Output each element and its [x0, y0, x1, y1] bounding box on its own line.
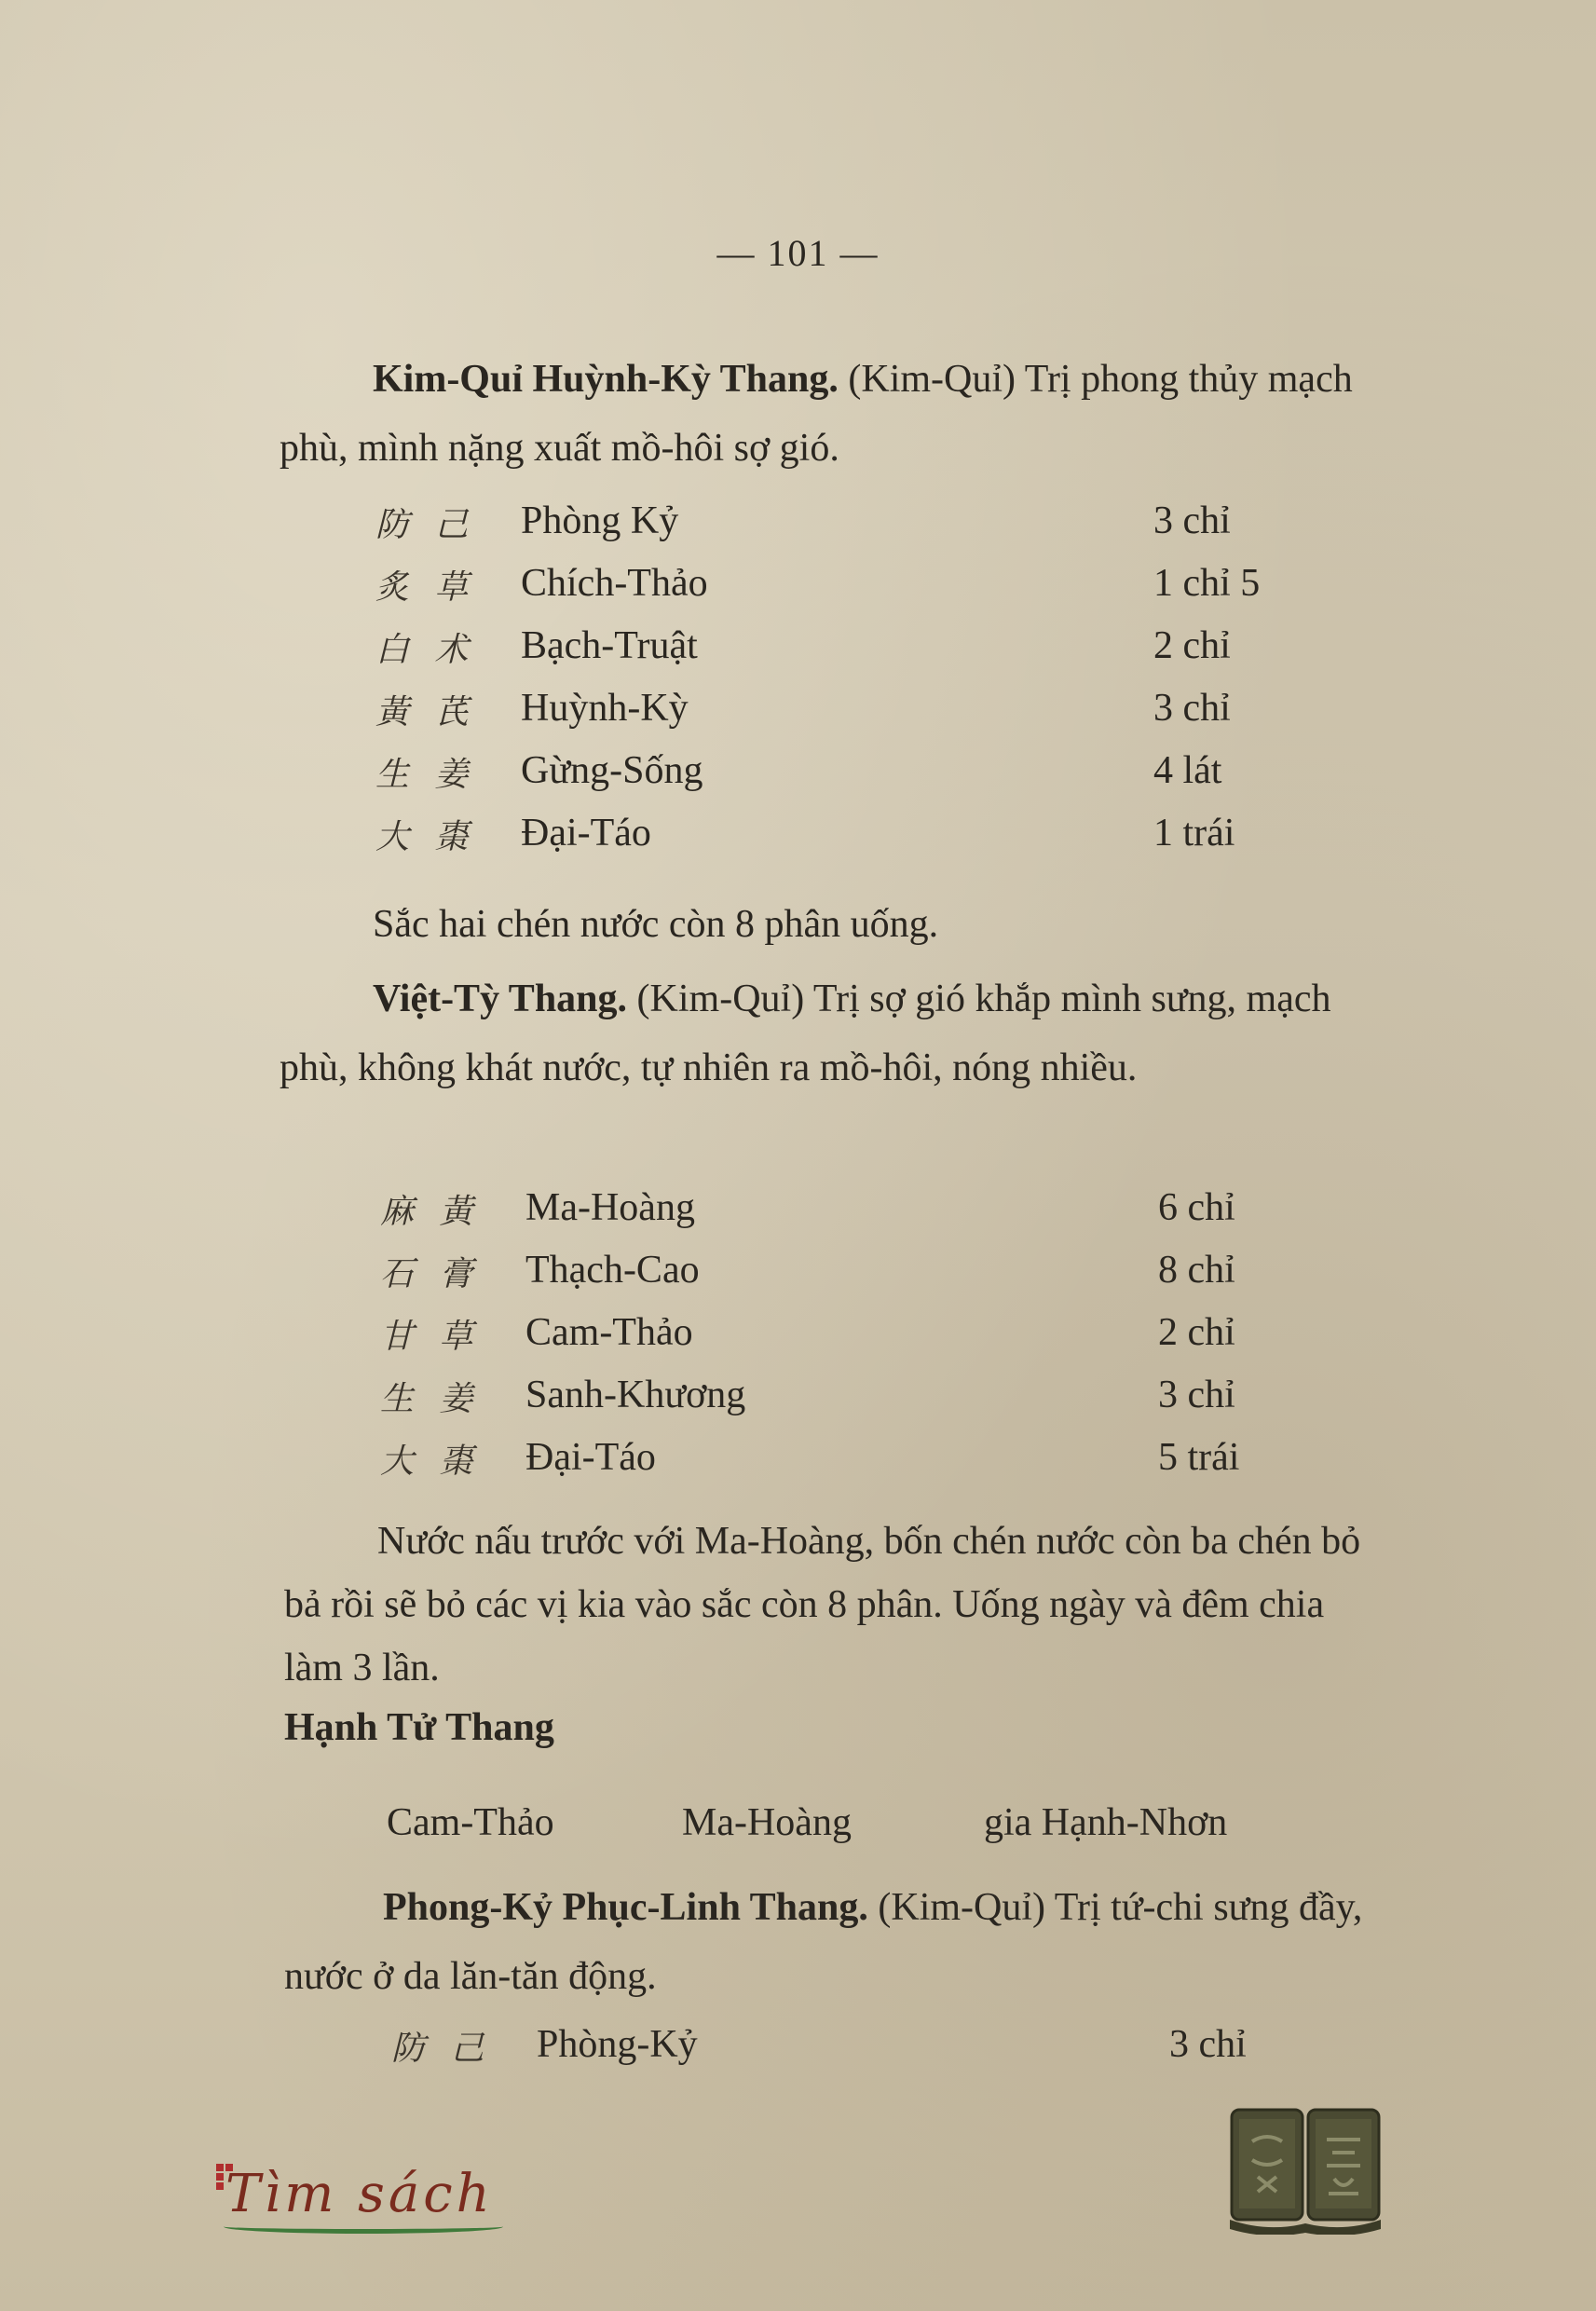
ingredient-quantity: 5 trái [1158, 1436, 1240, 1479]
ingredient-quantity: 2 chỉ [1158, 1311, 1235, 1354]
recipe-description: (Kim-Quỉ) Trị phong thủy mạch phù, mình nặng xuất mồ-hôi sợ gió. [280, 358, 1353, 470]
han-characters: 生 姜 [380, 1380, 481, 1418]
ingredient-name: Bạch-Truật [521, 624, 698, 667]
han-characters: 炙 草 [375, 568, 476, 607]
ingredient-row [375, 748, 1400, 804]
ingredient-row [380, 1373, 1405, 1429]
recipe-description: (Kim-Quỉ) Trị sợ gió khắp mình sưng, mạch phù, không khát nước, tự nhiên ra mồ-hôi, nóng nhiều. [280, 978, 1331, 1089]
ingredient-row [375, 686, 1400, 742]
recipe-title-hanh-tu: Hạnh Tử Thang [284, 1706, 554, 1749]
logo-text: Tìm sách [225, 2164, 494, 2224]
timsach-logo [214, 2162, 512, 2236]
ingredient-name: Phòng Kỷ [521, 499, 679, 542]
ingredient-name: Thạch-Cao [525, 1249, 700, 1292]
ingredient-name: Đại-Táo [521, 812, 651, 855]
han-characters: 大 棗 [380, 1443, 481, 1481]
ingredient-row [375, 811, 1400, 867]
recipe-title: Phong-Kỷ Phục-Linh Thang. [383, 1886, 868, 1929]
recipe-intro-kim-qui-huynh-ky [280, 345, 1365, 483]
han-characters: 防 己 [391, 2030, 492, 2068]
ingredient-quantity: 3 chỉ [1153, 499, 1231, 542]
hanh-tu-item-1: Cam-Thảo [387, 1801, 554, 1844]
han-characters: 防 己 [375, 506, 476, 544]
recipe-intro-phong-ky-phuc-linh [284, 1873, 1379, 2011]
preparation-note-2: Nước nấu trước với Ma-Hoàng, bốn chén nước còn ba chén bỏ bả rồi sẽ bỏ các vị kia vào sắc còn 8 phân. Uống ngày và đêm chia làm 3 lần. [284, 1520, 1361, 1689]
han-characters: 黃 芪 [375, 693, 476, 732]
recipe-description: (Kim-Quỉ) Trị tứ-chi sưng đầy, nước ở da lăn-tăn động. [284, 1886, 1363, 1998]
ingredient-row [380, 1185, 1405, 1241]
ingredient-row [380, 1248, 1405, 1304]
hanh-tu-item-2: Ma-Hoàng [682, 1801, 852, 1844]
ingredient-quantity: 1 trái [1153, 812, 1235, 855]
recipe-title: Việt-Tỳ Thang. [373, 978, 628, 1020]
ingredient-name: Huỳnh-Kỳ [521, 687, 689, 730]
ingredient-row [375, 623, 1400, 679]
ingredient-name: Sanh-Khương [525, 1374, 746, 1416]
recipe-title: Kim-Quỉ Huỳnh-Kỳ Thang. [373, 358, 839, 401]
ingredient-quantity: 8 chỉ [1158, 1249, 1235, 1292]
ingredient-quantity: 3 chỉ [1169, 2023, 1247, 2066]
ingredient-quantity: 6 chỉ [1158, 1186, 1235, 1229]
ingredient-row [380, 1435, 1405, 1491]
han-characters: 麻 黃 [380, 1193, 481, 1231]
han-characters: 石 膏 [380, 1255, 481, 1293]
ingredient-quantity: 3 chỉ [1158, 1374, 1235, 1416]
ingredient-row [391, 2022, 1416, 2078]
han-characters: 大 棗 [375, 818, 476, 856]
han-characters: 白 术 [375, 631, 476, 669]
ingredient-row [375, 561, 1400, 617]
ingredient-quantity: 1 chỉ 5 [1153, 562, 1261, 605]
ingredient-quantity: 3 chỉ [1153, 687, 1231, 730]
open-book-icon [1230, 2104, 1381, 2235]
ingredient-name: Gừng-Sống [521, 749, 703, 792]
ingredient-name: Phòng-Kỷ [537, 2023, 698, 2066]
han-characters: 生 姜 [375, 756, 476, 794]
ingredient-name: Chích-Thảo [521, 562, 708, 605]
recipe-intro-viet-ty [280, 964, 1365, 1102]
ingredient-quantity: 4 lát [1153, 749, 1222, 792]
han-characters: 甘 草 [380, 1318, 481, 1356]
logo-underline [224, 2220, 503, 2234]
preparation-note-1: Sắc hai chén nước còn 8 phân uống. [373, 903, 939, 946]
ingredient-quantity: 2 chỉ [1153, 624, 1231, 667]
ingredient-name: Cam-Thảo [525, 1311, 693, 1354]
page-number: — 101 — [716, 232, 880, 274]
hanh-tu-item-3: gia Hạnh-Nhơn [984, 1801, 1228, 1844]
ingredient-row [380, 1310, 1405, 1366]
ingredient-name: Ma-Hoàng [525, 1186, 695, 1229]
ingredient-row [375, 499, 1400, 554]
ingredient-name: Đại-Táo [525, 1436, 656, 1479]
